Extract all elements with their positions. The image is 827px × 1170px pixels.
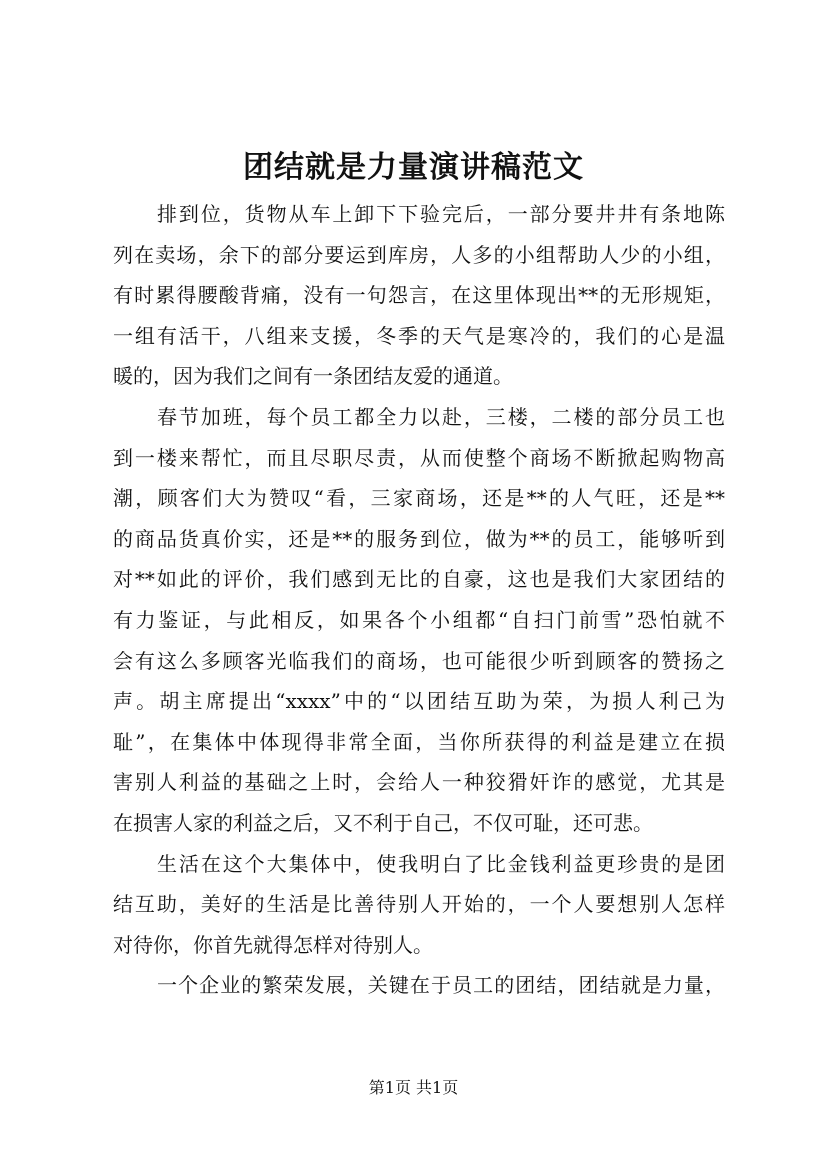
document-body [113, 194, 725, 1006]
text-line: 对待你，你首先就得怎样对待别人。 [113, 932, 433, 957]
text-line: 的商品货真价实，还是**的服务到位，做为**的员工，能够听到 [113, 526, 725, 551]
document-title: 团结就是力量演讲稿范文 [243, 150, 584, 185]
text-line: 结互助，美好的生活是比善待别人开始的，一个人要想别人怎样 [113, 892, 725, 917]
text-line: 会有这么多顾客光临我们的商场，也可能很少听到顾客的赞扬之 [113, 648, 725, 673]
text-line: 一组有活干，八组来支援，冬季的天气是寒冷的，我们的心是温 [113, 323, 725, 348]
text-line: 一个企业的繁荣发展，关键在于员工的团结，团结就是力量， [157, 973, 725, 998]
text-line: 潮，顾客们大为赞叹“看，三家商场，还是**的人气旺，还是** [113, 486, 725, 511]
text-line: 有力鉴证，与此相反，如果各个小组都“自扫门前雪”恐怕就不 [113, 607, 725, 632]
text-line: 到一楼来帮忙，而且尽职尽责，从而使整个商场不断掀起购物高 [113, 445, 725, 470]
text-line: 生活在这个大集体中，使我明白了比金钱利益更珍贵的是团 [157, 851, 725, 876]
text-line: 排到位，货物从车上卸下下验完后，一部分要井井有条地陈 [157, 202, 725, 226]
text-line: 有时累得腰酸背痛，没有一句怨言，在这里体现出**的无形规矩， [113, 283, 725, 308]
page-footer: 第1页 共1页 [368, 1078, 459, 1097]
text-line: 害别人利益的基础之上时，会给人一种狡猾奸诈的感觉，尤其是 [113, 770, 725, 795]
text-line: 对**如此的评价，我们感到无比的自豪，这也是我们大家团结的 [113, 567, 725, 592]
text-line: 耻”，在集体中体现得非常全面，当你所获得的利益是建立在损 [113, 729, 725, 754]
text-line: 在损害人家的利益之后，又不利于自己，不仅可耻，还可悲。 [113, 810, 653, 835]
text-line: 暖的，因为我们之间有一条团结友爱的通道。 [113, 364, 513, 389]
text-line: 声。胡主席提出“xxxx”中的“以团结互助为荣，为损人利己为 [113, 689, 725, 714]
text-line: 春节加班，每个员工都全力以赴，三楼，二楼的部分员工也 [157, 404, 725, 429]
text-line: 列在卖场，余下的部分要运到库房，人多的小组帮助人少的小组， [113, 242, 725, 267]
